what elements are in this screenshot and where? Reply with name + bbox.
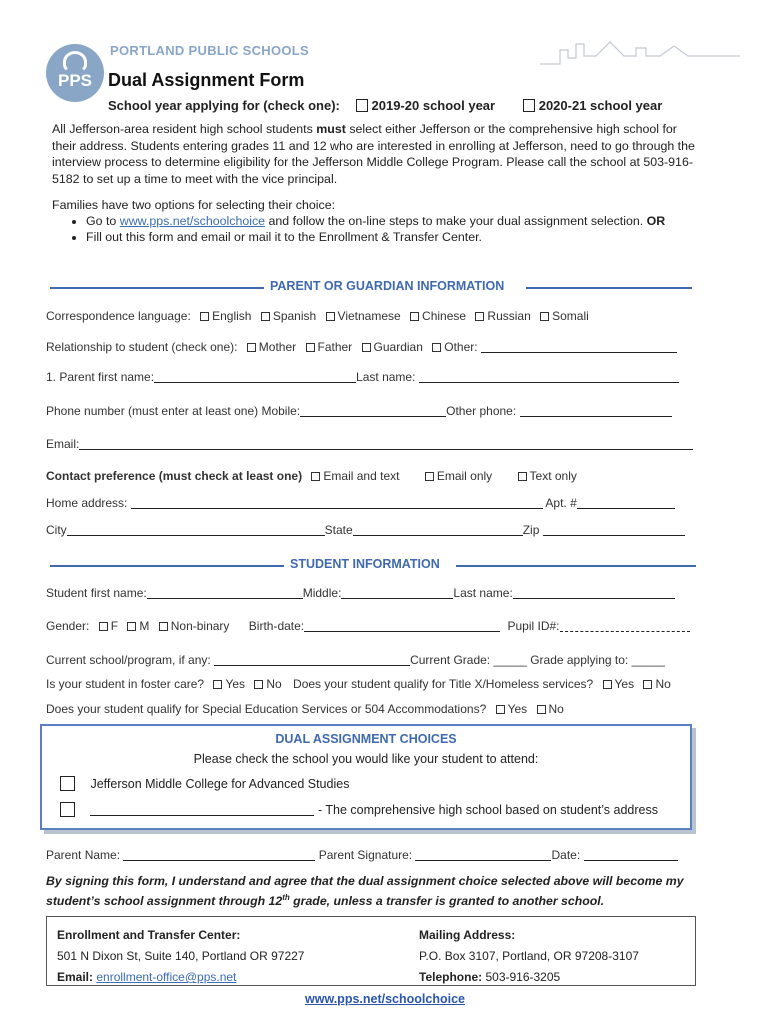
contact-box — [46, 916, 696, 986]
dual-assignment-box — [40, 724, 692, 830]
dual-option-comprehensive — [60, 802, 658, 817]
year-2020-label: 2020-21 school year — [538, 98, 663, 113]
state-label: State — [324, 523, 353, 537]
gender-m-label: M — [139, 619, 150, 633]
foster-no-checkbox[interactable] — [254, 680, 263, 689]
father-checkbox[interactable] — [306, 343, 315, 352]
contact-pref-row — [46, 469, 577, 483]
spanish-checkbox[interactable] — [261, 312, 270, 321]
title-x-label: Does your student qualify for Title X/Homeless services? — [293, 677, 594, 691]
intro-text-2: select either Jefferson or the comprehensive high school for their address. Students entering grades 11 and 12 who are interested in enrolling at Jefferson, need to go through the interview process to determine eligibility for the Jefferson Middle College Program. Please call the school at 503-916-5182 to set up a time to meet with the vice principal. — [52, 122, 695, 186]
gender-nonbinary-label: Non-binary — [170, 619, 230, 633]
parent-name-field[interactable] — [123, 849, 315, 861]
dual-instruction: Please check the school you would like your student to attend: — [193, 752, 539, 766]
title-x-yes-label: Yes — [614, 677, 635, 691]
foster-label: Is your student in foster care? — [46, 677, 205, 691]
birthdate-field[interactable] — [304, 620, 500, 632]
current-grade-label: Current Grade: _____ — [410, 653, 527, 667]
bullet1-before: Go to — [86, 214, 120, 228]
enrollment-center-col — [57, 925, 304, 988]
section-rule — [526, 287, 692, 289]
email-only-checkbox[interactable] — [425, 472, 434, 481]
gender-nonbinary-checkbox[interactable] — [159, 622, 168, 631]
other-phone-field[interactable] — [520, 405, 672, 417]
year-2019-label: 2019-20 school year — [371, 98, 496, 113]
center-email-link[interactable]: enrollment-office@pps.net — [96, 970, 237, 984]
foster-yes-checkbox[interactable] — [213, 680, 222, 689]
pps-logo — [46, 44, 104, 102]
somali-label: Somali — [552, 309, 589, 323]
pupil-id-label: Pupil ID#: — [507, 619, 560, 633]
foster-row — [46, 677, 671, 691]
apt-label: Apt. # — [545, 496, 577, 510]
chinese-label: Chinese — [422, 309, 467, 323]
student-name-row — [46, 586, 675, 600]
russian-label: Russian — [487, 309, 531, 323]
statement-sup: th — [282, 892, 290, 902]
comprehensive-checkbox[interactable] — [60, 802, 75, 817]
spanish-label: Spanish — [272, 309, 317, 323]
title-x-no-checkbox[interactable] — [643, 680, 652, 689]
parent-last-name-field[interactable] — [419, 371, 679, 383]
section-rule — [50, 287, 264, 289]
guardian-label: Guardian — [373, 340, 423, 354]
logo-text: PPS — [57, 71, 93, 90]
parent-first-name-field[interactable] — [154, 371, 356, 383]
city-skyline-icon — [540, 36, 740, 66]
telephone-value: 503-916-3205 — [485, 970, 561, 984]
birthdate-label: Birth-date: — [248, 619, 305, 633]
footer-schoolchoice-link[interactable]: www.pps.net/schoolchoice — [305, 992, 465, 1006]
mailing-address: P.O. Box 3107, Portland, OR 97208-3107 — [419, 949, 639, 963]
year-2020-checkbox[interactable] — [523, 99, 535, 112]
families-lead: Families have two options for selecting their choice: — [52, 198, 336, 212]
city-label: City — [46, 523, 67, 537]
city-field[interactable] — [67, 524, 325, 536]
title-x-no-label: No — [655, 677, 671, 691]
sped-yes-label: Yes — [507, 702, 528, 716]
org-name: PORTLAND PUBLIC SCHOOLS — [110, 43, 310, 58]
parent-name-label: Parent Name: — [46, 848, 121, 862]
date-label: Date: — [551, 848, 581, 862]
comprehensive-school-field[interactable] — [90, 804, 314, 816]
student-last-name-field[interactable] — [513, 587, 675, 599]
father-label: Father — [317, 340, 353, 354]
relationship-row — [46, 340, 677, 354]
text-only-checkbox[interactable] — [518, 472, 527, 481]
gender-label: Gender: — [46, 619, 90, 633]
dual-option-jefferson — [60, 776, 349, 791]
student-last-name-label: Last name: — [453, 586, 513, 600]
guardian-checkbox[interactable] — [362, 343, 371, 352]
intro-text-1: All Jefferson-area resident high school students — [52, 122, 317, 136]
parent-email-field[interactable] — [79, 438, 693, 450]
flame-icon — [63, 51, 87, 73]
phone-row — [46, 404, 672, 418]
student-middle-label: Middle: — [302, 586, 342, 600]
parent-name-row — [46, 370, 679, 384]
center-address: 501 N Dixon St, Suite 140, Portland OR 97227 — [57, 949, 305, 963]
current-school-label: Current school/program, if any: — [46, 653, 211, 667]
jefferson-label: Jefferson Middle College for Advanced Studies — [90, 777, 350, 791]
signature-row — [46, 848, 678, 862]
email-and-text-checkbox[interactable] — [311, 472, 320, 481]
mobile-phone-field[interactable] — [300, 405, 446, 417]
pupil-id-field[interactable] — [560, 620, 690, 632]
other-relationship-field[interactable] — [481, 341, 677, 353]
english-label: English — [212, 309, 252, 323]
english-checkbox[interactable] — [200, 312, 209, 321]
zip-field[interactable] — [543, 524, 685, 536]
other-phone-label: Other phone: — [446, 404, 517, 418]
telephone-label: Telephone: — [419, 970, 483, 984]
state-field[interactable] — [353, 524, 523, 536]
student-first-name-field[interactable] — [147, 587, 303, 599]
bullet1-after: and follow the on-line steps to make your dual assignment selection. — [265, 214, 647, 228]
vietnamese-label: Vietnamese — [337, 309, 401, 323]
current-school-field[interactable] — [214, 654, 410, 666]
agreement-statement — [46, 874, 706, 909]
sped-row — [46, 702, 564, 716]
section-rule — [456, 565, 696, 567]
parent-section-heading: PARENT OR GUARDIAN INFORMATION — [270, 279, 505, 293]
year-2019-checkbox[interactable] — [356, 99, 368, 112]
mailing-address-col — [419, 925, 639, 988]
language-row — [46, 309, 589, 323]
grade-applying-label: Grade applying to: _____ — [530, 653, 665, 667]
gender-row — [46, 619, 690, 633]
jefferson-checkbox[interactable] — [60, 776, 75, 791]
foster-yes-label: Yes — [225, 677, 246, 691]
schoolchoice-link[interactable]: www.pps.net/schoolchoice — [119, 214, 266, 228]
current-school-row — [46, 653, 665, 667]
home-address-label: Home address: — [46, 496, 128, 510]
date-field[interactable] — [584, 849, 678, 861]
statement-part2: grade, unless a transfer is granted to another school. — [289, 893, 605, 908]
foster-no-label: No — [266, 677, 282, 691]
zip-label: Zip — [522, 523, 540, 537]
email-row — [46, 437, 693, 451]
intro-paragraph — [52, 121, 702, 187]
chinese-checkbox[interactable] — [410, 312, 419, 321]
mobile-phone-label: Phone number (must enter at least one) Mobile: — [46, 404, 301, 418]
bullet1-or: OR — [646, 214, 666, 228]
russian-checkbox[interactable] — [475, 312, 484, 321]
student-middle-field[interactable] — [341, 587, 453, 599]
school-year-label: School year applying for (check one): — [108, 98, 340, 113]
other-label: Other: — [444, 340, 478, 354]
parent-email-label: Email: — [46, 437, 80, 451]
apt-field[interactable] — [577, 497, 675, 509]
text-only-label: Text only — [529, 469, 577, 483]
vietnamese-checkbox[interactable] — [326, 312, 335, 321]
school-year-row — [108, 98, 662, 113]
families-options — [52, 197, 702, 245]
sped-no-checkbox[interactable] — [537, 705, 546, 714]
mother-label: Mother — [258, 340, 297, 354]
relationship-label: Relationship to student (check one): — [46, 340, 238, 354]
somali-checkbox[interactable] — [540, 312, 549, 321]
title-x-yes-checkbox[interactable] — [603, 680, 612, 689]
parent-last-name-label: Last name: — [356, 370, 416, 384]
email-only-label: Email only — [436, 469, 493, 483]
parent-signature-field[interactable] — [415, 849, 551, 861]
bullet-form: • Fill out this form and email or mail it to the Enrollment & Transfer Center. — [86, 229, 702, 245]
gender-m-checkbox[interactable] — [127, 622, 136, 631]
student-first-name-label: Student first name: — [46, 586, 147, 600]
sped-label: Does your student qualify for Special Education Services or 504 Accommodations? — [46, 702, 487, 716]
center-email-label: Email: — [57, 970, 94, 984]
gender-f-label: F — [110, 619, 119, 633]
footer — [0, 992, 770, 1006]
intro-must: must — [316, 122, 346, 136]
contact-pref-label: Contact preference (must check at least one) — [46, 469, 303, 483]
home-address-row — [46, 496, 675, 510]
comprehensive-label: - The comprehensive high school based on student’s address — [317, 803, 658, 817]
mother-checkbox[interactable] — [247, 343, 256, 352]
parent-first-name-label: 1. Parent first name: — [46, 370, 155, 384]
student-section-heading: STUDENT INFORMATION — [290, 557, 440, 571]
form-title: Dual Assignment Form — [108, 70, 305, 90]
gender-f-checkbox[interactable] — [99, 622, 108, 631]
statement-part1: By signing this form, I understand and agree that the dual assignment choice selected above will become my student’s school assignment through 12 — [46, 874, 684, 908]
dual-section-heading: DUAL ASSIGNMENT CHOICES — [275, 732, 457, 746]
parent-signature-label: Parent Signature: — [318, 848, 413, 862]
home-address-field[interactable] — [131, 497, 543, 509]
bullet-online — [86, 213, 702, 229]
city-row — [46, 523, 685, 537]
sped-yes-checkbox[interactable] — [496, 705, 505, 714]
other-checkbox[interactable] — [432, 343, 441, 352]
center-title: Enrollment and Transfer Center: — [57, 928, 241, 942]
mailing-title: Mailing Address: — [419, 928, 516, 942]
section-rule — [50, 565, 284, 567]
language-label: Correspondence language: — [46, 309, 191, 323]
email-and-text-label: Email and text — [323, 469, 400, 483]
sped-no-label: No — [548, 702, 564, 716]
